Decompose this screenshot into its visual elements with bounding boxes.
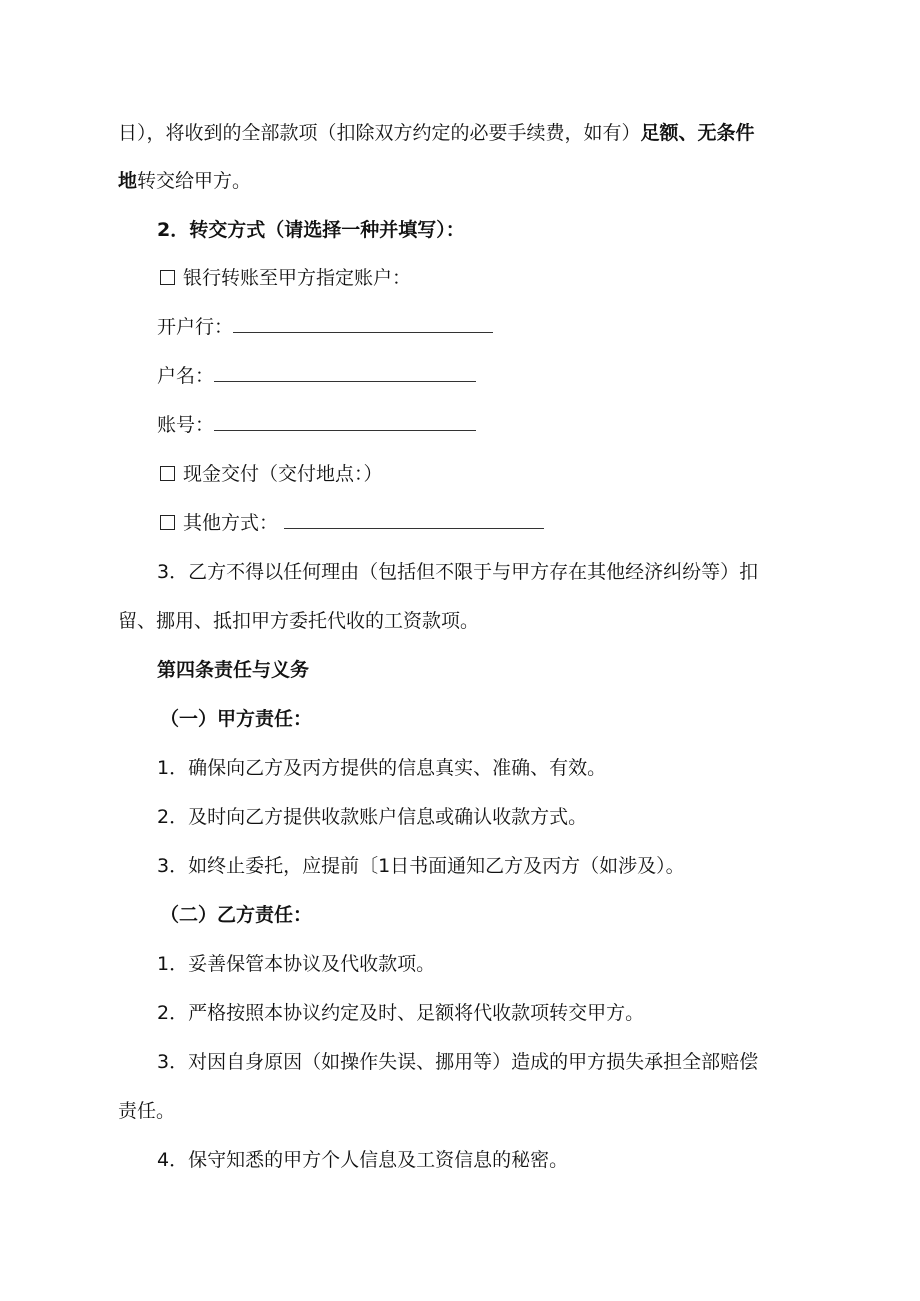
- party-b-item: 1．妥善保管本协议及代收款项。: [157, 953, 436, 975]
- party-b-item: 2．严格按照本协议约定及时、足额将代收款项转交甲方。: [157, 1002, 645, 1024]
- option-bank[interactable]: [160, 264, 411, 292]
- field-label: 账号：: [157, 414, 215, 436]
- party-b-heading: （二）乙方责任：: [160, 904, 313, 926]
- checkbox-icon[interactable]: [160, 515, 175, 530]
- blank-line[interactable]: [284, 510, 544, 529]
- party-a-item: 1．确保向乙方及丙方提供的信息真实、准确、有效。: [157, 757, 607, 779]
- account-no-field: [157, 411, 476, 439]
- item3-line: 3．乙方不得以任何理由（包括但不限于与甲方存在其他经济纠纷等）扣: [157, 561, 759, 583]
- blank-line[interactable]: [233, 314, 493, 333]
- text-span: 转交给甲方。: [137, 170, 252, 192]
- method-heading: 2．转交方式（请选择一种并填写）：: [157, 219, 465, 241]
- bold-text: 地: [118, 170, 138, 192]
- bank-name-field: [157, 313, 493, 341]
- option-label: 现金交付（交付地点：）: [183, 463, 383, 485]
- paragraph-line: [118, 167, 251, 195]
- blank-line[interactable]: [214, 412, 476, 431]
- party-b-item: 4．保守知悉的甲方个人信息及工资信息的秘密。: [157, 1149, 569, 1171]
- article4-title: 第四条责任与义务: [157, 659, 310, 681]
- paragraph-line: [118, 119, 755, 147]
- party-b-item: 3．对因自身原因（如操作失误、挪用等）造成的甲方损失承担全部赔偿: [157, 1051, 759, 1073]
- checkbox-icon[interactable]: [160, 466, 175, 481]
- field-label: 户名：: [157, 365, 215, 387]
- option-cash[interactable]: [160, 460, 383, 488]
- party-a-item: 2．及时向乙方提供收款账户信息或确认收款方式。: [157, 806, 588, 828]
- party-a-heading: （一）甲方责任：: [160, 708, 313, 730]
- option-label: 银行转账至甲方指定账户：: [183, 267, 412, 289]
- text-span: 日），将收到的全部款项（扣除双方约定的必要手续费，如有）: [118, 122, 641, 144]
- field-label: 开户行：: [157, 316, 234, 338]
- item3-line: 留、挪用、抵扣甲方委托代收的工资款项。: [118, 610, 480, 632]
- bold-text: 足额、无条件: [640, 122, 755, 144]
- option-other[interactable]: [160, 509, 544, 537]
- checkbox-icon[interactable]: [160, 270, 175, 285]
- party-a-item: 3．如终止委托，应提前〔1日书面通知乙方及丙方（如涉及）。: [157, 855, 685, 877]
- option-label: 其他方式：: [183, 512, 279, 534]
- blank-line[interactable]: [214, 363, 476, 382]
- party-b-item: 责任。: [118, 1100, 176, 1122]
- account-name-field: [157, 362, 476, 390]
